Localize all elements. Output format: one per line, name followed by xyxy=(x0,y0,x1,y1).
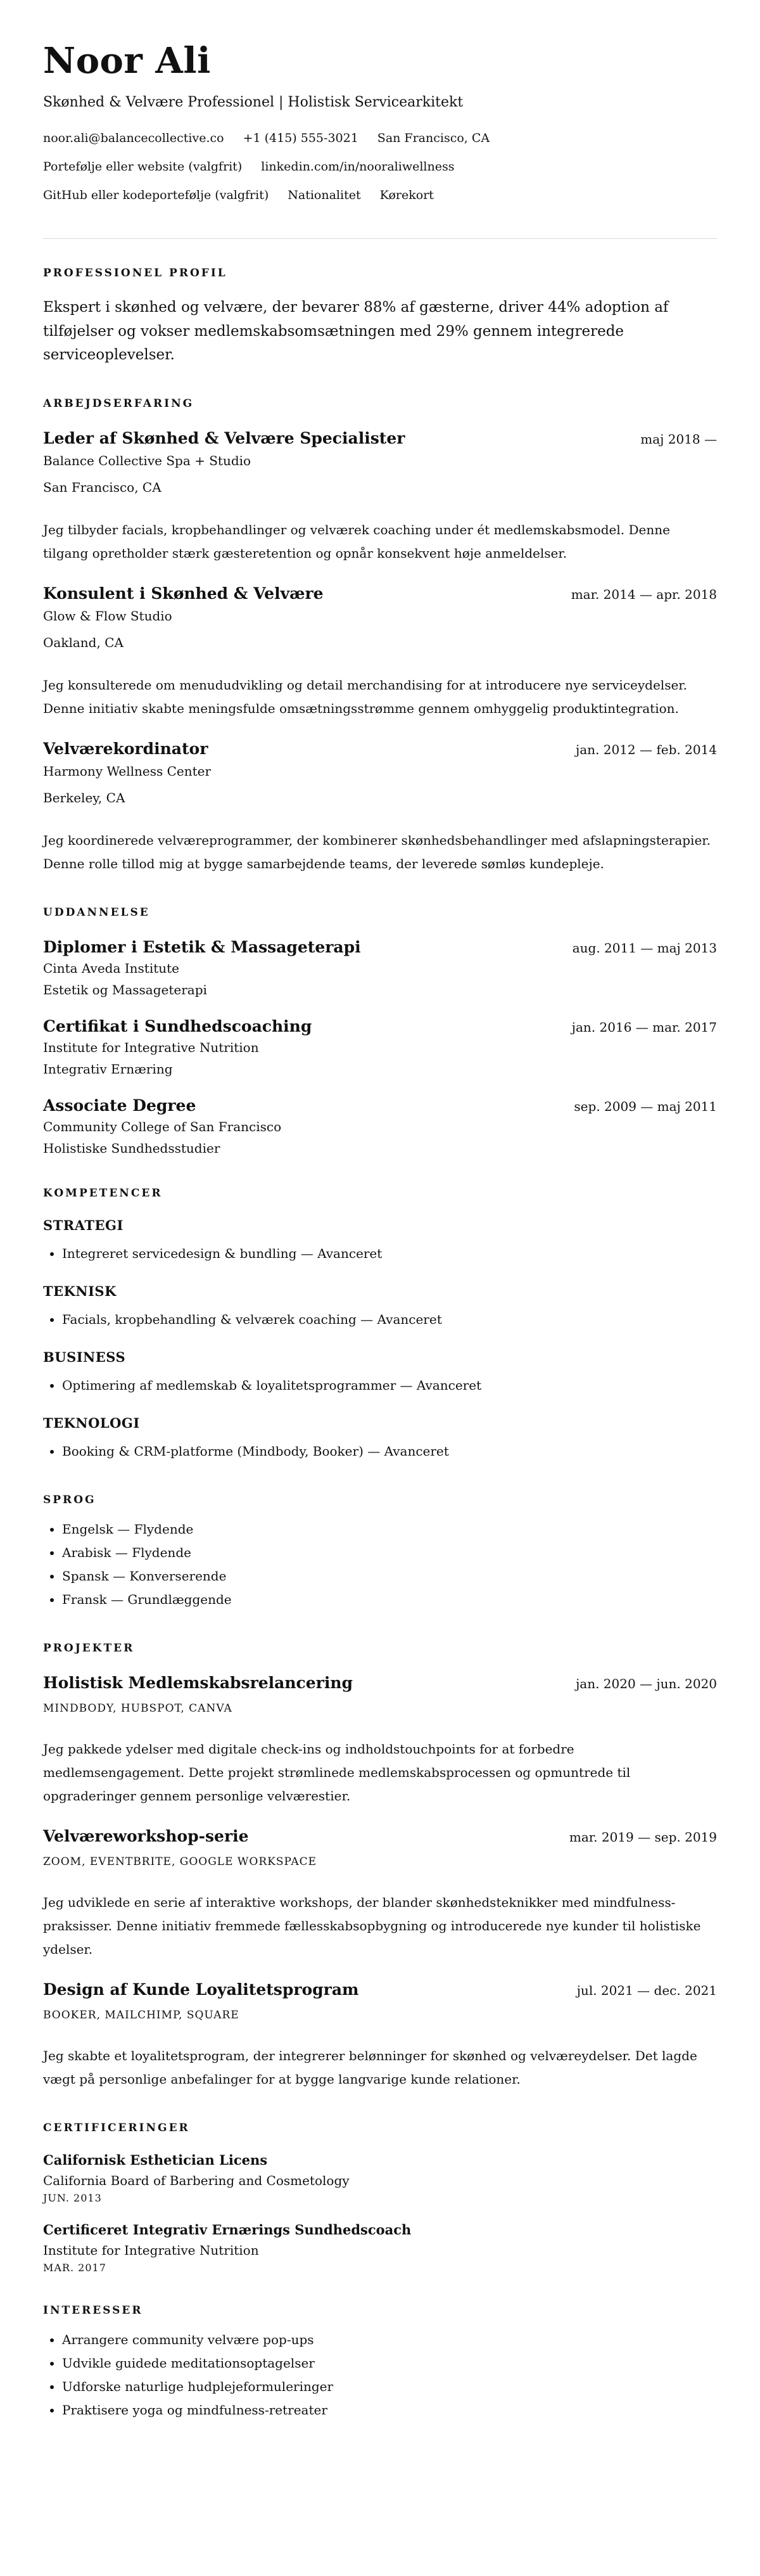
skill-category: BUSINESS xyxy=(43,1349,126,1365)
project-date: jul. 2021 — dec. 2021 xyxy=(576,1983,717,1998)
header-divider xyxy=(43,238,717,239)
contact-row xyxy=(43,131,717,146)
certification-date: JUN. 2013 xyxy=(43,2192,102,2204)
section-title-projects: PROJEKTER xyxy=(43,1642,135,1655)
job-date: jan. 2012 — feb. 2014 xyxy=(576,742,717,757)
project-description: Jeg skabte et loyalitetsprogram, der integrerer belønninger for skønhed og velværeydelser. Det lagde vægt på personlige anbefalinger for at bygge langvarige kunde relationer. xyxy=(43,2048,697,2087)
skill-category: STRATEGI xyxy=(43,1217,124,1233)
school-name: Cinta Aveda Institute xyxy=(43,961,180,976)
language-item: • Fransk — Grundlæggende xyxy=(62,1588,717,1612)
study-field: Estetik og Massageterapi xyxy=(43,982,207,997)
job-location: San Francisco, CA xyxy=(43,480,162,495)
contact-linkedin[interactable]: linkedin.com/in/nooraliwellness xyxy=(261,159,455,174)
skill-item: • Optimering af medlemskab & loyalitetsprogrammer — Avanceret xyxy=(62,1374,717,1397)
section-title-profile: PROFESSIONEL PROFIL xyxy=(43,267,227,280)
project-name: Holistisk Medlemskabsrelancering xyxy=(43,1674,353,1692)
section-title-education: UDDANNELSE xyxy=(43,906,150,919)
project-entry xyxy=(43,1827,717,1961)
school-name: Institute for Integrative Nutrition xyxy=(43,1040,259,1055)
education-entry xyxy=(43,938,717,998)
skill-group xyxy=(43,1283,717,1331)
project-date: jan. 2020 — jun. 2020 xyxy=(576,1676,717,1691)
interest-item: • Udvikle guidede meditationsoptagelser xyxy=(62,2352,717,2375)
certification-issuer: California Board of Barbering and Cosmetology xyxy=(43,2173,350,2188)
study-field: Integrativ Ernæring xyxy=(43,1061,173,1077)
project-description: Jeg pakkede ydelser med digitale check-ins og indholdstouchpoints for at forbedre medlemsengagement. Dette projekt strømlinede medlemskabsprocessen og opmuntrede til opgraderinger gennem personlige velværestier. xyxy=(43,1741,631,1804)
certification-date: MAR. 2017 xyxy=(43,2262,106,2274)
skill-category: TEKNOLOGI xyxy=(43,1415,140,1431)
project-tech: MINDBODY, HUBSPOT, CANVA xyxy=(43,1702,232,1715)
skill-group xyxy=(43,1349,717,1397)
language-item: • Arabisk — Flydende xyxy=(62,1541,717,1565)
job-company: Glow & Flow Studio xyxy=(43,608,172,624)
job-title: Konsulent i Skønhed & Velvære xyxy=(43,584,324,603)
degree-title: Diplomer i Estetik & Massageterapi xyxy=(43,938,361,956)
project-entry xyxy=(43,1980,717,2091)
certification-issuer: Institute for Integrative Nutrition xyxy=(43,2243,259,2258)
education-entry xyxy=(43,1096,717,1157)
education-entry xyxy=(43,1017,717,1077)
project-description: Jeg udviklede en serie af interaktive workshops, der blander skønhedsteknikker med mindfulness-praksisser. Denne initiativ fremmede fællesskabsopbygning og introducerede nye kunder til holistiske ydelser. xyxy=(43,1895,701,1957)
section-title-languages: SPROG xyxy=(43,1494,96,1506)
project-tech: BOOKER, MAILCHIMP, SQUARE xyxy=(43,2009,239,2022)
contact-nationality: Nationalitet xyxy=(288,188,361,202)
interest-item: • Udforske naturlige hudplejeformuleringer xyxy=(62,2375,717,2399)
contact-drivers-license: Kørekort xyxy=(379,188,434,202)
project-entry xyxy=(43,1674,717,1808)
job-description: Jeg konsulterede om menududvikling og detail merchandising for at introducere nye serviceydelser. Denne initiativ skabte meningsfulde omsætningsstrømme gennem omhyggelig produktintegration. xyxy=(43,677,688,716)
experience-entry xyxy=(43,584,717,721)
interest-item: • Arrangere community velvære pop-ups xyxy=(62,2328,717,2352)
degree-date: aug. 2011 — maj 2013 xyxy=(572,940,717,956)
degree-date: sep. 2009 — maj 2011 xyxy=(574,1099,717,1114)
project-name: Design af Kunde Loyalitetsprogram xyxy=(43,1980,359,1999)
profile-summary: Ekspert i skønhed og velvære, der bevarer 88% af gæsterne, driver 44% adoption af tilføjelser og vokser medlemskabsomsætningen med 29% gennem integrerede serviceoplevelser. xyxy=(43,299,669,363)
candidate-name: Noor Ali xyxy=(43,40,211,82)
job-description: Jeg tilbyder facials, kropbehandlinger og velværek coaching under ét medlemskabsmodel. Denne tilgang opretholder stærk gæsteretention og opnår konsekvent høje anmeldelser. xyxy=(43,522,670,561)
skill-category: TEKNISK xyxy=(43,1283,117,1299)
skill-item: • Integreret servicedesign & bundling — Avanceret xyxy=(62,1242,717,1266)
section-title-experience: ARBEJDSERFARING xyxy=(43,397,194,410)
project-date: mar. 2019 — sep. 2019 xyxy=(569,1829,717,1845)
certification-name: Californisk Esthetician Licens xyxy=(43,2152,268,2168)
section-title-interests: INTERESSER xyxy=(43,2304,143,2317)
job-date: mar. 2014 — apr. 2018 xyxy=(571,587,717,602)
school-name: Community College of San Francisco xyxy=(43,1119,282,1134)
interest-list xyxy=(43,2328,717,2422)
skill-item: • Facials, kropbehandling & velværek coaching — Avanceret xyxy=(62,1308,717,1331)
experience-entry xyxy=(43,740,717,876)
job-title: Velværekordinator xyxy=(43,740,208,758)
degree-title: Certifikat i Sundhedscoaching xyxy=(43,1017,312,1035)
skill-group xyxy=(43,1217,717,1266)
section-title-skills: KOMPETENCER xyxy=(43,1187,163,1200)
project-tech: ZOOM, EVENTBRITE, GOOGLE WORKSPACE xyxy=(43,1855,317,1868)
interest-item: • Praktisere yoga og mindfulness-retreater xyxy=(62,2399,717,2422)
job-title: Leder af Skønhed & Velvære Specialister xyxy=(43,429,405,447)
contact-phone[interactable]: +1 (415) 555-3021 xyxy=(243,131,358,146)
section-title-certifications: CERTIFICERINGER xyxy=(43,2122,190,2134)
language-item: • Engelsk — Flydende xyxy=(62,1518,717,1541)
candidate-headline: Skønhed & Velvære Professionel | Holistisk Servicearkitekt xyxy=(43,94,464,110)
degree-date: jan. 2016 — mar. 2017 xyxy=(571,1020,717,1035)
degree-title: Associate Degree xyxy=(43,1096,196,1115)
skill-item: • Booking & CRM-platforme (Mindbody, Booker) — Avanceret xyxy=(62,1440,717,1463)
project-name: Velværeworkshop-serie xyxy=(43,1827,249,1845)
job-company: Balance Collective Spa + Studio xyxy=(43,453,251,468)
study-field: Holistiske Sundhedsstudier xyxy=(43,1141,220,1156)
job-company: Harmony Wellness Center xyxy=(43,764,212,779)
job-location: Berkeley, CA xyxy=(43,790,125,805)
experience-entry xyxy=(43,429,717,565)
contact-row xyxy=(43,159,717,175)
job-date: maj 2018 — xyxy=(640,432,717,447)
contact-github[interactable]: GitHub eller kodeportefølje (valgfrit) xyxy=(43,188,269,202)
job-description: Jeg koordinerede velværeprogrammer, der kombinerer skønhedsbehandlinger med afslapningsterapier. Denne rolle tillod mig at bygge samarbejdende teams, der leverede sømløs kundepleje. xyxy=(43,833,711,871)
language-item: • Spansk — Konverserende xyxy=(62,1565,717,1588)
contact-location: San Francisco, CA xyxy=(377,131,490,146)
contact-email[interactable]: noor.ali@balancecollective.co xyxy=(43,131,224,146)
contact-portfolio[interactable]: Portefølje eller website (valgfrit) xyxy=(43,159,243,174)
certification-entry xyxy=(43,2152,717,2204)
skill-group xyxy=(43,1415,717,1463)
language-list xyxy=(43,1518,717,1612)
certification-entry xyxy=(43,2222,717,2274)
job-location: Oakland, CA xyxy=(43,635,124,650)
contact-row xyxy=(43,188,717,203)
certification-name: Certificeret Integrativ Ernærings Sundhedscoach xyxy=(43,2222,412,2238)
